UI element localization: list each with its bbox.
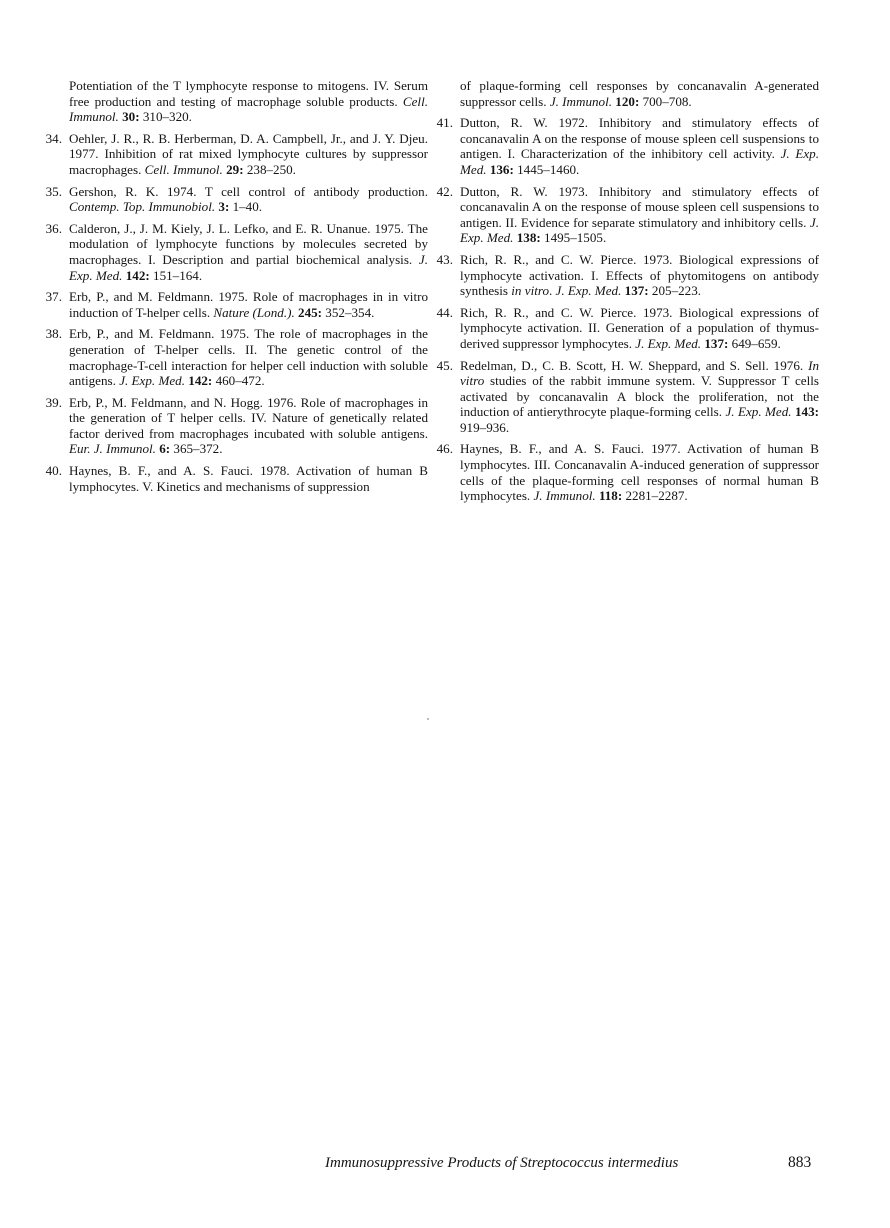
reference-text: 238–250. (243, 161, 296, 177)
reference-journal: J. Exp. Med. (460, 146, 819, 177)
reference-journal: Cell. Immunol. (144, 161, 223, 177)
reference-text: Calderon, J., J. M. Kiely, J. L. Lefko, and E. R. Unanue. 1975. The modulation of lymphocyte functions by molecules secreted by macrophages. I. Description and partial biochemical analysis. (69, 220, 428, 267)
reference-text: Rich, R. R., and C. W. Pierce. 1973. Biological expressions of lymphocyte activation. I. Effects of phytomitogens on antibody synthesis (460, 251, 819, 299)
reference-text: of plaque-forming cell responses by concanavalin A-generated suppressor cells. (460, 78, 819, 109)
reference-entry (45, 326, 428, 389)
reference-volume: 245: (298, 304, 323, 320)
reference-text: Dutton, R. W. 1972. Inhibitory and stimulatory effects of concanavalin A on the response of mouse spleen cell suspensions to antigen. I. Characterization of the inhibitory cell activity. (460, 115, 819, 162)
reference-text: Gershon, R. K. 1974. T cell control of antibody production. (69, 183, 428, 199)
reference-entry (45, 220, 428, 283)
reference-journal: J. Exp. Med. (460, 214, 819, 246)
reference-number: 45. (436, 357, 453, 373)
reference-volume: 3: (218, 199, 230, 215)
reference-list-left (45, 78, 428, 500)
reference-text: Dutton, R. W. 1973. Inhibitory and stimulatory effects of concanavalin A on the response of mouse spleen cell suspensions to antigen. II. Evidence for separate stimulatory and inhibitory cells. (460, 183, 819, 230)
reference-text: studies of the rabbit immune system. V. Suppressor T cells activated by concanavalin A block the proliferation, not the induction of antierythrocyte plaque-forming cells. (460, 373, 819, 420)
reference-volume: 137: (624, 283, 649, 299)
reference-entry (436, 304, 819, 352)
reference-entry (45, 130, 428, 178)
reference-list-right (436, 78, 819, 510)
reference-volume: 118: (598, 488, 623, 504)
reference-text: Erb, P., M. Feldmann, and N. Hogg. 1976. Role of macrophages in the generation of T helper cells. IV. Nature of genetically related factor derived from macrophages incubated with soluble antigens. (69, 394, 428, 441)
running-title: Immunosuppressive Products of Streptococcus intermedius (325, 1155, 679, 1171)
reference-number: 38. (45, 326, 62, 342)
reference-number: 43. (436, 251, 453, 267)
reference-text: 700–708. (639, 93, 692, 109)
reference-volume: 137: (704, 335, 729, 351)
reference-journal: Cell. Immunol. (69, 93, 428, 125)
reference-text: . (549, 283, 556, 299)
reference-text: Rich, R. R., and C. W. Pierce. 1973. Biological expressions of lymphocyte activation. II. Generation of a population of thymus-derived suppressor lymphocytes. (460, 304, 819, 351)
reference-number: 42. (436, 183, 453, 199)
reference-entry (436, 251, 819, 299)
reference-entry (45, 463, 428, 494)
reference-text: 151–164. (149, 267, 203, 283)
reference-journal: J. Exp. Med. (119, 373, 185, 389)
reference-journal: Contemp. Top. Immunobiol. (69, 199, 216, 215)
reference-volume: 143: (794, 404, 819, 420)
reference-entry (436, 115, 819, 177)
reference-number: 34. (45, 130, 62, 146)
reference-journal: J. Exp. Med. (69, 251, 428, 283)
reference-volume: 30: (122, 109, 140, 125)
reference-journal: J. Exp. Med. (725, 404, 792, 420)
reference-number: 37. (45, 289, 62, 305)
reference-entry (436, 357, 819, 436)
reference-entry (441, 78, 819, 109)
scan-speck (427, 718, 429, 720)
reference-volume: 120: (615, 93, 640, 109)
reference-journal: J. Exp. Med. (635, 335, 702, 351)
reference-entry (436, 441, 819, 504)
reference-text: 352–354. (322, 304, 375, 320)
reference-text: Erb, P., and M. Feldmann. 1975. The role of macrophages in the generation of T-helper cells. II. The genetic control of the macrophage-T-cell interaction for helper cell induction with soluble antigens. (69, 326, 428, 389)
reference-text: 919–936. (460, 419, 510, 435)
reference-text: 1445–1460. (513, 161, 580, 177)
reference-volume: 142: (125, 267, 150, 283)
reference-text: Erb, P., and M. Feldmann. 1975. Role of macrophages in in vitro induction of T-helper cells. (69, 289, 428, 320)
reference-journal: In vitro (460, 357, 819, 389)
reference-entry (45, 394, 428, 457)
reference-journal: in vitro (511, 283, 549, 299)
page-number: 883 (788, 1154, 812, 1171)
reference-journal: J. Immunol. (549, 93, 613, 109)
reference-number: 35. (45, 183, 62, 199)
reference-volume: 136: (489, 161, 514, 177)
reference-text: 1495–1505. (540, 230, 607, 246)
reference-number: 39. (45, 394, 62, 410)
reference-text: 310–320. (139, 109, 192, 125)
reference-number: 44. (436, 304, 453, 320)
reference-journal: Nature (Lond.). (213, 304, 295, 320)
reference-number: 36. (45, 220, 62, 236)
reference-number: 40. (45, 463, 62, 479)
reference-text: Haynes, B. F., and A. S. Fauci. 1977. Activation of human B lymphocytes. III. Concanavalin A-induced generation of suppressor cells of the plaque-forming cell responses of normal human B lymphocytes. (460, 441, 819, 504)
reference-text: Oehler, J. R., R. B. Herberman, D. A. Campbell, Jr., and J. Y. Djeu. 1977. Inhibition of rat mixed lymphocyte cultures by suppressor macrophages. (69, 130, 428, 177)
reference-entry (45, 183, 428, 215)
reference-journal: J. Immunol. (533, 488, 596, 504)
reference-number: 46. (436, 441, 453, 457)
reference-volume: 6: (159, 441, 171, 457)
reference-text: 2281–2287. (622, 488, 688, 504)
reference-text: 460–472. (212, 373, 265, 389)
reference-journal: Eur. J. Immunol. (69, 441, 156, 457)
reference-text: 649–659. (728, 335, 781, 351)
reference-journal: J. Exp. Med. (555, 283, 622, 299)
reference-volume: 29: (226, 161, 244, 177)
reference-entry (436, 183, 819, 246)
reference-number: 41. (436, 115, 453, 131)
reference-text: 1–40. (229, 199, 263, 215)
reference-text: Potentiation of the T lymphocyte response to mitogens. IV. Serum free production and testing of macrophage soluble products. (69, 78, 428, 109)
reference-volume: 138: (516, 230, 541, 246)
reference-text: 365–372. (170, 441, 223, 457)
reference-entry (50, 78, 428, 125)
reference-volume: 142: (188, 373, 213, 389)
reference-entry (45, 289, 428, 320)
reference-text: Redelman, D., C. B. Scott, H. W. Sheppard, and S. Sell. 1976. (460, 357, 809, 373)
reference-text: Haynes, B. F., and A. S. Fauci. 1978. Activation of human B lymphocytes. V. Kinetics and mechanisms of suppression (69, 463, 428, 494)
reference-text: 205–223. (648, 283, 702, 299)
